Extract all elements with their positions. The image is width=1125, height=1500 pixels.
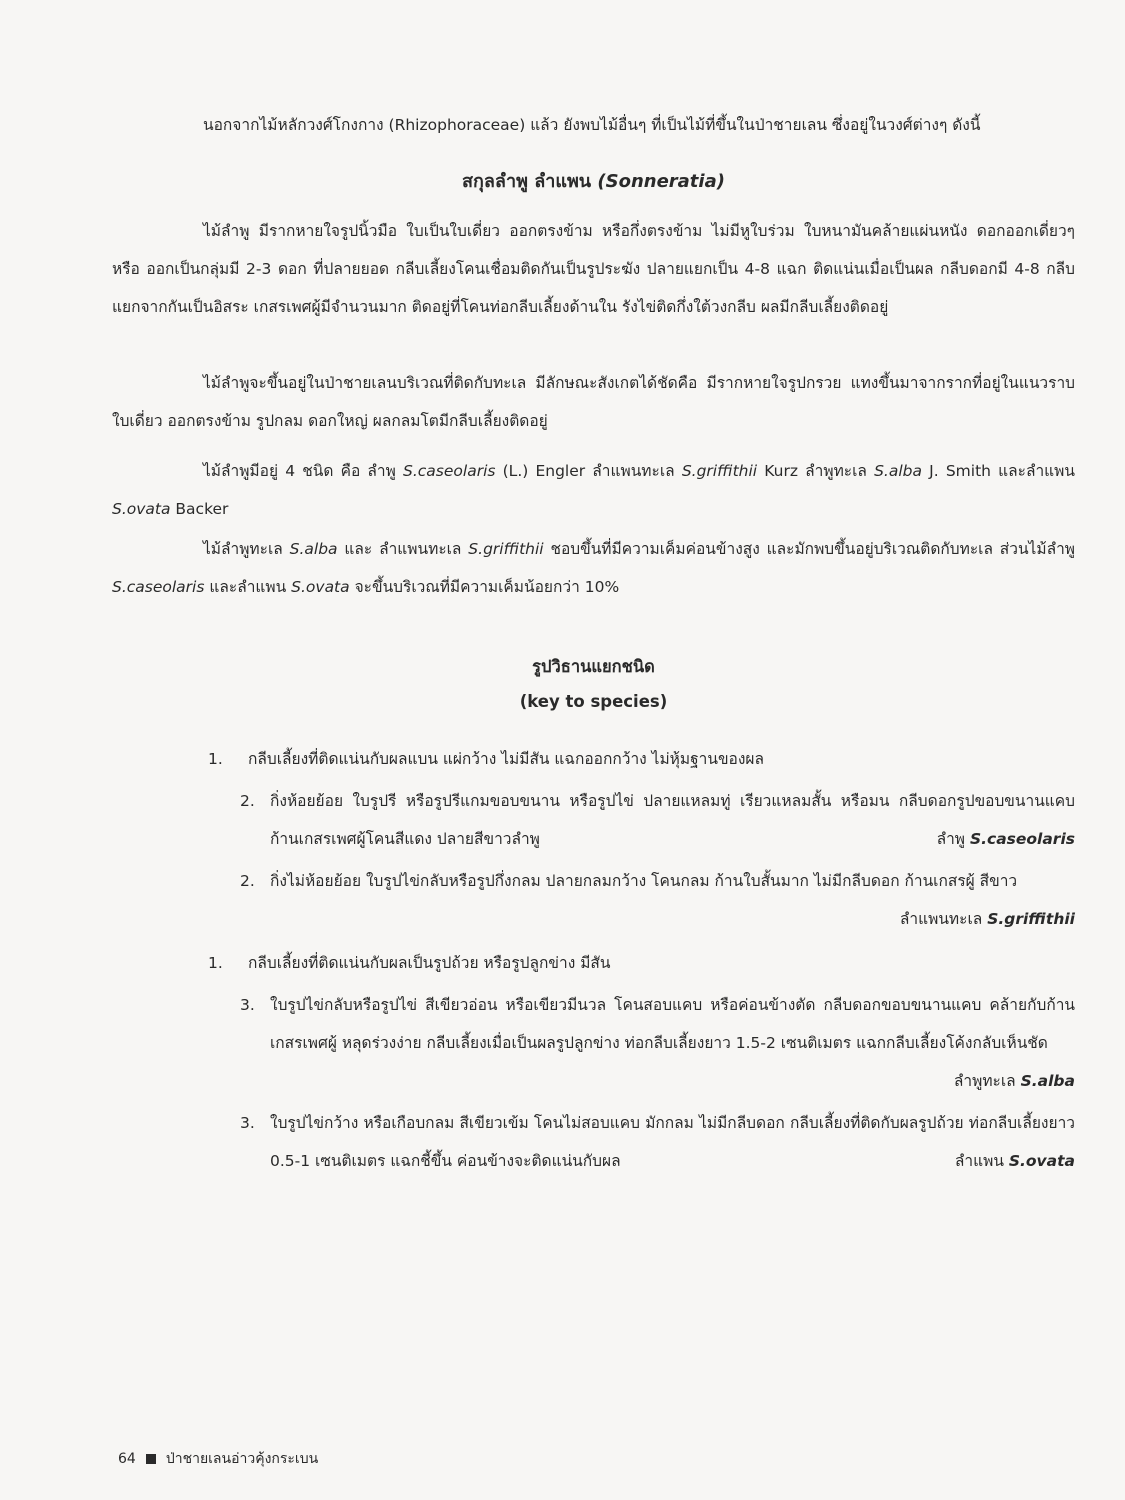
key-species-label: [937, 826, 1075, 851]
key-item: [208, 944, 1075, 982]
p4-text-b: และ ลำแพนทะเล: [337, 540, 469, 558]
genus-heading-thai: สกุลลำพู ลำแพน: [462, 171, 592, 192]
p3-text-d: J. Smith และลำแพน: [922, 462, 1075, 480]
paragraph-4: [112, 530, 1075, 606]
p4-text-a: ไม้ลำพูทะเล: [203, 540, 290, 558]
key-item-text: ใบรูปไข่กลับหรือรูปไข่ สีเขียวอ่อน หรือเขียวมีนวล โคนสอบแคบ หรือค่อนข้างตัด กลีบดอกขอบขนานแคบ คล้ายกับก้านเกสรเพศผู้ หลุดร่วงง่าย กลีบเลี้ยงเมื่อเป็นผลรูปลูกข่าง ท่อกลีบเลี้ยงยาว 1.5-2 เซนติเมตร แฉกกลีบเลี้ยงโค้งกลับเห็นชัด: [270, 996, 1075, 1052]
p3-text-a: ไม้ลำพูมีอยู่ 4 ชนิด คือ ลำพู: [203, 462, 404, 480]
key-item-text: ใบรูปไข่กว้าง หรือเกือบกลม สีเขียวเข้ม โคนไม่สอบแคบ มักกลม ไม่มีกลีบดอก กลีบเลี้ยงที่ติดกับผลรูปถ้วย ท่อกลีบเลี้ยงยาว 0.5-1 เซนติเมตร แฉกชี้ขึ้น ค่อนข้างจะติดแน่นกับผล: [270, 1114, 1075, 1170]
key-item-number: 1.: [208, 954, 223, 972]
p4-sci-d: S.ovata: [291, 578, 350, 596]
key-item-text: กลีบเลี้ยงที่ติดแน่นกับผลแบน แผ่กว้าง ไม่มีสัน แฉกออกกว้าง ไม่หุ้มฐานของผล: [248, 750, 765, 768]
key-species-label: [954, 1068, 1075, 1093]
species-scientific-name: S.ovata: [1008, 1152, 1075, 1170]
p3-text-c: Kurz ลำพูทะเล: [757, 462, 875, 480]
p3-sci-d: S.ovata: [112, 500, 171, 518]
paragraph-1: ไม้ลำพู มีรากหายใจรูปนิ้วมือ ใบเป็นใบเดี่ยว ออกตรงข้าม หรือกึ่งตรงข้าม ไม่มีหูใบร่วม ใบหนามันคล้ายแผ่นหนัง ดอกออกเดี่ยวๆ หรือ ออกเป็นกลุ่มมี 2-3 ดอก ที่ปลายยอด กลีบเลี้ยงโคนเชื่อมติดกันเป็นรูประฆัง ปลายแยกเป็น 4-8 แฉก ติดแน่นเมื่อเป็นผล กลีบดอกมี 4-8 กลีบ แยกจากกันเป็นอิสระ เกสรเพศผู้มีจำนวนมาก ติดอยู่ที่โคนท่อกลีบเลี้ยงด้านใน รังไข่ติดกึ่งใต้วงกลีบ ผลมีกลีบเลี้ยงติดอยู่: [112, 222, 1075, 316]
book-title: ป่าชายเลนอ่าวคุ้งกระเบน: [165, 1451, 319, 1467]
intro-paragraph: นอกจากไม้หลักวงศ์โกงกาง (Rhizophoraceae) แล้ว ยังพบไม้อื่นๆ ที่เป็นไม้ที่ขึ้นในป่าชายเลน ซึ่งอยู่ในวงศ์ต่างๆ ดังนี้: [203, 116, 981, 134]
p4-sci-a: S.alba: [289, 540, 338, 558]
p3-sci-b: S.griffithii: [681, 462, 758, 480]
genus-heading: [112, 166, 1075, 195]
key-item: [240, 986, 1075, 1104]
p4-text-d: และลำแพน: [204, 578, 292, 596]
paragraph-3: [112, 452, 1075, 528]
genus-heading-latin: (Sonneratia): [597, 171, 725, 192]
p4-text-c: ชอบขึ้นที่มีความเค็มค่อนข้างสูง และมักพบขึ้นอยู่บริเวณติดกับทะเล ส่วนไม้ลำพู: [543, 540, 1075, 558]
species-scientific-name: S.alba: [1020, 1072, 1075, 1090]
key-item-text: กิ่งห้อยย้อย ใบรูปรี หรือรูปรีแกมขอบขนาน หรือรูปไข่ ปลายแหลมทู่ เรียวแหลมสั้น หรือมน กลีบดอกรูปขอบขนานแคบ ก้านเกสรเพศผู้โคนสีแดง ปลายสีขาวลำพู: [270, 792, 1075, 848]
key-item-number: 3.: [240, 1114, 255, 1132]
page-footer: [118, 1448, 318, 1470]
species-thai-name: ลำพูทะเล: [953, 1072, 1016, 1090]
p3-text-b: (L.) Engler ลำแพนทะเล: [495, 462, 682, 480]
key-item: [208, 740, 1075, 778]
key-item-text: กิ่งไม่ห้อยย้อย ใบรูปไข่กลับหรือรูปกึ่งกลม ปลายกลมกว้าง โคนกลม ก้านใบสั้นมาก ไม่มีกลีบดอก ก้านเกสรผู้ สีขาว: [270, 872, 1018, 890]
species-scientific-name: S.griffithii: [987, 910, 1075, 928]
key-item-text: กลีบเลี้ยงที่ติดแน่นกับผลเป็นรูปถ้วย หรือรูปลูกข่าง มีสัน: [248, 954, 611, 972]
key-title: รูปวิธานแยกชนิด: [532, 657, 655, 676]
key-item-number: 3.: [240, 996, 255, 1014]
key-species-label: [900, 906, 1075, 931]
key-item: [240, 1104, 1075, 1184]
page-number: 64: [118, 1451, 136, 1467]
key-item-number: 2.: [240, 792, 255, 810]
species-thai-name: ลำพู: [936, 830, 966, 848]
species-thai-name: ลำแพนทะเล: [899, 910, 983, 928]
p4-text-e: จะขึ้นบริเวณที่มีความเค็มน้อยกว่า 10%: [349, 578, 620, 596]
square-bullet-icon: [146, 1454, 156, 1464]
key-item-number: 1.: [208, 750, 223, 768]
p3-text-e: Backer: [170, 500, 229, 518]
key-species-label: [955, 1148, 1075, 1173]
key-subtitle: (key to species): [519, 692, 668, 711]
p4-sci-c: S.caseolaris: [112, 578, 205, 596]
key-item-number: 2.: [240, 872, 255, 890]
paragraph-2: ไม้ลำพูจะขึ้นอยู่ในป่าชายเลนบริเวณที่ติดกับทะเล มีลักษณะสังเกตได้ชัดคือ มีรากหายใจรูปกรวย แทงขึ้นมาจากรากที่อยู่ในแนวราบ ใบเดี่ยว ออกตรงข้าม รูปกลม ดอกใหญ่ ผลกลมโตมีกลีบเลี้ยงติดอยู่: [112, 374, 1075, 430]
p4-sci-b: S.griffithii: [468, 540, 544, 558]
p3-sci-a: S.caseolaris: [403, 462, 496, 480]
p3-sci-c: S.alba: [874, 462, 923, 480]
species-thai-name: ลำแพน: [954, 1152, 1004, 1170]
species-scientific-name: S.caseolaris: [969, 830, 1075, 848]
